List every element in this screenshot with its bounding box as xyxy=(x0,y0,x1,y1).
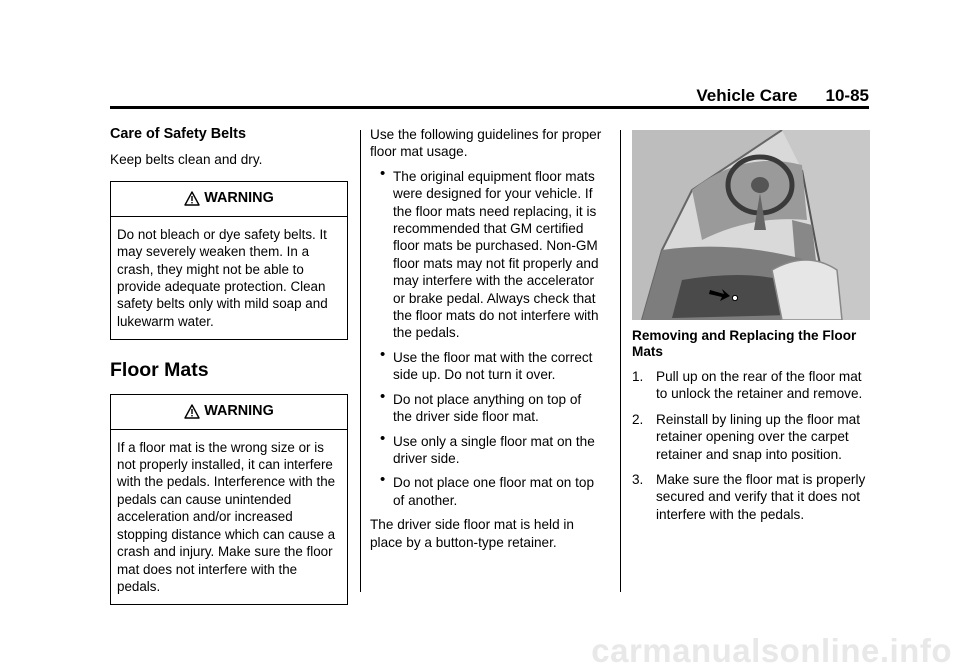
floor-mats-heading: Floor Mats xyxy=(110,359,209,382)
list-item: 2. Reinstall by lining up the floor mat retainer opening over the carpet retainer and snap into position. xyxy=(632,411,861,462)
floor-mat-illustration xyxy=(632,130,870,320)
warning-header xyxy=(111,395,347,430)
safety-belts-text: Keep belts clean and dry. xyxy=(110,152,263,168)
warning-label: WARNING xyxy=(204,190,274,207)
column-3 xyxy=(632,126,870,531)
warning-header xyxy=(111,182,347,217)
column-divider xyxy=(360,130,361,592)
guidelines-list xyxy=(370,164,602,509)
warning-body: Do not bleach or dye safety belts. It may severely weaken them. In a crash, they might not be able to provide adequate protection. Clean safety belts only with mild soap and lukewarm water. xyxy=(117,226,328,329)
figure-caption: Removing and Replacing the Floor Mats xyxy=(632,328,857,359)
warning-body: If a floor mat is the wrong size or is not properly installed, it can interfere with the pedals. Interference with the pedals can cause unintended acceleration and/or increased stopping distance which can cause a crash and injury. Make sure the floor mat does not interfere with the pedals. xyxy=(117,439,336,594)
watermark: carmanualsonline.info xyxy=(591,632,952,669)
header-rule xyxy=(110,106,869,109)
list-item: • Use only a single floor mat on the driver side. xyxy=(380,429,595,466)
page-number: 10-85 xyxy=(825,86,869,105)
warning-label: WARNING xyxy=(204,402,274,419)
warning-box-floor-mats xyxy=(110,394,348,606)
list-item: • Use the floor mat with the correct side up. Do not turn it over. xyxy=(380,345,593,383)
step-number: 2. xyxy=(632,411,644,427)
list-item: • The original equipment floor mats were designed for your vehicle. If the floor mats need replacing, it is recommended that GM certified floor mats be purchased. Non-GM floor mats may not fit properly and may interfere with the accelerator or brake pedal. Always check that the floor mats do not interfere with the pedals. xyxy=(380,164,599,341)
warning-triangle-icon xyxy=(184,191,200,206)
list-item: 3. Make sure the floor mat is properly secured and verify that it does not interfere with the pedals. xyxy=(632,472,866,522)
column-2 xyxy=(370,126,602,551)
column-divider xyxy=(620,130,621,592)
bullet-icon: • xyxy=(380,429,386,447)
warning-box-safety-belts xyxy=(110,181,348,340)
list-item: • Do not place one floor mat on top of another. xyxy=(380,471,595,508)
guidelines-intro: Use the following guidelines for proper floor mat usage. xyxy=(370,127,602,160)
step-number: 3. xyxy=(632,472,644,488)
list-item: • Do not place anything on top of the driver side floor mat. xyxy=(380,387,582,425)
bullet-icon: • xyxy=(380,345,386,363)
column-1 xyxy=(110,126,348,605)
retainer-note: The driver side floor mat is held in place by a button-type retainer. xyxy=(370,517,574,550)
bullet-icon: • xyxy=(380,164,386,182)
steps-list xyxy=(632,368,870,523)
safety-belts-heading: Care of Safety Belts xyxy=(110,126,246,142)
section-title: Vehicle Care xyxy=(696,86,798,105)
bullet-icon: • xyxy=(380,387,386,405)
warning-triangle-icon xyxy=(184,404,200,419)
page-header xyxy=(696,86,869,106)
list-item: 1. Pull up on the rear of the floor mat to unlock the retainer and remove. xyxy=(632,369,863,402)
bullet-icon: • xyxy=(380,471,386,489)
step-number: 1. xyxy=(632,369,644,384)
